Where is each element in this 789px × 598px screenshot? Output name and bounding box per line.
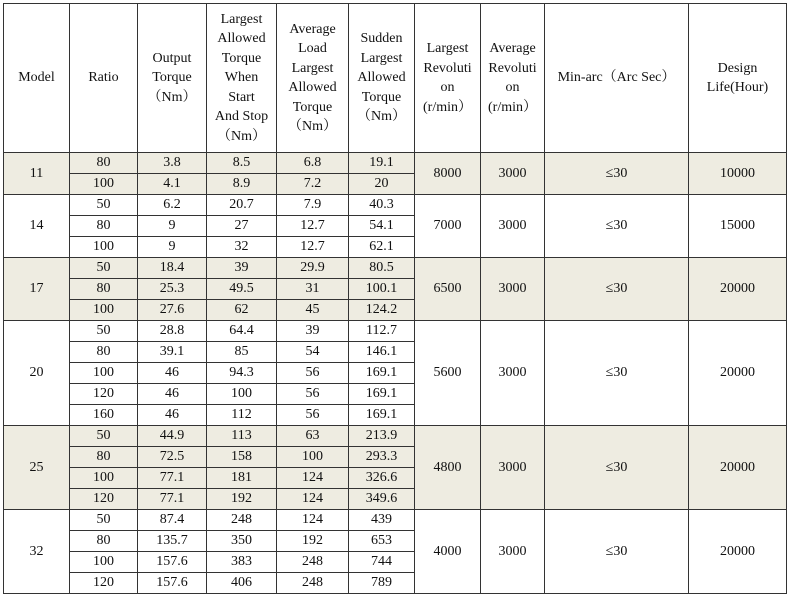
cell-output-torque: 18.4 — [138, 258, 207, 279]
cell-output-torque: 39.1 — [138, 342, 207, 363]
cell-min-arc: ≤30 — [545, 153, 689, 195]
cell-ratio: 80 — [70, 447, 138, 468]
cell-average-load-torque: 248 — [277, 573, 349, 594]
cell-sudden-torque: 169.1 — [349, 384, 415, 405]
table-header — [4, 4, 787, 153]
cell-output-torque: 28.8 — [138, 321, 207, 342]
header-output-torque: Output Torque （Nm） — [138, 4, 207, 153]
header-sudden-torque: Sudden Largest Allowed Torque （Nm） — [349, 4, 415, 153]
table-row — [4, 258, 787, 279]
cell-average-load-torque: 192 — [277, 531, 349, 552]
cell-start-stop-torque: 350 — [207, 531, 277, 552]
cell-start-stop-torque: 100 — [207, 384, 277, 405]
cell-model: 32 — [4, 510, 70, 594]
cell-min-arc: ≤30 — [545, 426, 689, 510]
cell-output-torque: 77.1 — [138, 468, 207, 489]
cell-ratio: 50 — [70, 426, 138, 447]
cell-sudden-torque: 789 — [349, 573, 415, 594]
cell-largest-revolution: 6500 — [415, 258, 481, 321]
cell-ratio: 100 — [70, 468, 138, 489]
cell-average-load-torque: 39 — [277, 321, 349, 342]
header-min-arc: Min-arc（Arc Sec） — [545, 4, 689, 153]
cell-sudden-torque: 54.1 — [349, 216, 415, 237]
cell-output-torque: 25.3 — [138, 279, 207, 300]
cell-average-load-torque: 29.9 — [277, 258, 349, 279]
header-average-load-torque: Average Load Largest Allowed Torque （Nm） — [277, 4, 349, 153]
cell-ratio: 80 — [70, 531, 138, 552]
cell-sudden-torque: 293.3 — [349, 447, 415, 468]
cell-ratio: 100 — [70, 300, 138, 321]
cell-average-load-torque: 124 — [277, 510, 349, 531]
cell-average-load-torque: 6.8 — [277, 153, 349, 174]
cell-sudden-torque: 439 — [349, 510, 415, 531]
cell-sudden-torque: 146.1 — [349, 342, 415, 363]
cell-sudden-torque: 40.3 — [349, 195, 415, 216]
cell-average-load-torque: 45 — [277, 300, 349, 321]
cell-sudden-torque: 20 — [349, 174, 415, 195]
cell-average-load-torque: 248 — [277, 552, 349, 573]
cell-ratio: 50 — [70, 321, 138, 342]
cell-design-life: 10000 — [689, 153, 787, 195]
cell-sudden-torque: 169.1 — [349, 363, 415, 384]
cell-output-torque: 44.9 — [138, 426, 207, 447]
cell-design-life: 20000 — [689, 510, 787, 594]
cell-largest-revolution: 8000 — [415, 153, 481, 195]
cell-largest-revolution: 7000 — [415, 195, 481, 258]
cell-start-stop-torque: 112 — [207, 405, 277, 426]
table-row — [4, 195, 787, 216]
cell-ratio: 80 — [70, 279, 138, 300]
cell-output-torque: 46 — [138, 384, 207, 405]
cell-model: 11 — [4, 153, 70, 195]
cell-sudden-torque: 62.1 — [349, 237, 415, 258]
cell-start-stop-torque: 27 — [207, 216, 277, 237]
cell-output-torque: 87.4 — [138, 510, 207, 531]
cell-sudden-torque: 349.6 — [349, 489, 415, 510]
cell-sudden-torque: 213.9 — [349, 426, 415, 447]
cell-design-life: 15000 — [689, 195, 787, 258]
cell-ratio: 100 — [70, 237, 138, 258]
cell-average-revolution: 3000 — [481, 510, 545, 594]
cell-output-torque: 46 — [138, 363, 207, 384]
cell-ratio: 120 — [70, 384, 138, 405]
cell-average-revolution: 3000 — [481, 258, 545, 321]
cell-sudden-torque: 100.1 — [349, 279, 415, 300]
header-model: Model — [4, 4, 70, 153]
cell-ratio: 160 — [70, 405, 138, 426]
spec-table — [3, 3, 787, 594]
cell-average-load-torque: 56 — [277, 384, 349, 405]
header-largest-revolution: Largest Revoluti on (r/min） — [415, 4, 481, 153]
cell-sudden-torque: 112.7 — [349, 321, 415, 342]
cell-start-stop-torque: 20.7 — [207, 195, 277, 216]
cell-average-load-torque: 7.9 — [277, 195, 349, 216]
cell-output-torque: 157.6 — [138, 573, 207, 594]
cell-ratio: 50 — [70, 195, 138, 216]
header-design-life: Design Life(Hour) — [689, 4, 787, 153]
cell-sudden-torque: 124.2 — [349, 300, 415, 321]
cell-output-torque: 77.1 — [138, 489, 207, 510]
cell-largest-revolution: 4000 — [415, 510, 481, 594]
cell-average-revolution: 3000 — [481, 153, 545, 195]
cell-average-revolution: 3000 — [481, 195, 545, 258]
table-row — [4, 321, 787, 342]
cell-start-stop-torque: 85 — [207, 342, 277, 363]
cell-average-load-torque: 54 — [277, 342, 349, 363]
cell-start-stop-torque: 39 — [207, 258, 277, 279]
cell-average-load-torque: 63 — [277, 426, 349, 447]
cell-start-stop-torque: 248 — [207, 510, 277, 531]
cell-average-load-torque: 56 — [277, 405, 349, 426]
cell-average-revolution: 3000 — [481, 426, 545, 510]
cell-start-stop-torque: 94.3 — [207, 363, 277, 384]
cell-ratio: 100 — [70, 174, 138, 195]
cell-design-life: 20000 — [689, 258, 787, 321]
cell-sudden-torque: 169.1 — [349, 405, 415, 426]
cell-ratio: 80 — [70, 342, 138, 363]
cell-average-load-torque: 100 — [277, 447, 349, 468]
cell-sudden-torque: 80.5 — [349, 258, 415, 279]
cell-ratio: 50 — [70, 510, 138, 531]
cell-output-torque: 27.6 — [138, 300, 207, 321]
cell-start-stop-torque: 32 — [207, 237, 277, 258]
cell-ratio: 100 — [70, 552, 138, 573]
cell-start-stop-torque: 64.4 — [207, 321, 277, 342]
cell-largest-revolution: 5600 — [415, 321, 481, 426]
cell-sudden-torque: 19.1 — [349, 153, 415, 174]
cell-output-torque: 4.1 — [138, 174, 207, 195]
cell-start-stop-torque: 49.5 — [207, 279, 277, 300]
cell-average-load-torque: 56 — [277, 363, 349, 384]
cell-ratio: 80 — [70, 216, 138, 237]
cell-ratio: 120 — [70, 489, 138, 510]
table-row — [4, 510, 787, 531]
cell-ratio: 80 — [70, 153, 138, 174]
table-row — [4, 426, 787, 447]
table-body — [4, 153, 787, 594]
cell-min-arc: ≤30 — [545, 510, 689, 594]
cell-largest-revolution: 4800 — [415, 426, 481, 510]
cell-average-load-torque: 12.7 — [277, 237, 349, 258]
cell-output-torque: 46 — [138, 405, 207, 426]
cell-start-stop-torque: 192 — [207, 489, 277, 510]
cell-start-stop-torque: 8.5 — [207, 153, 277, 174]
cell-model: 17 — [4, 258, 70, 321]
cell-average-load-torque: 124 — [277, 468, 349, 489]
cell-average-load-torque: 12.7 — [277, 216, 349, 237]
cell-sudden-torque: 653 — [349, 531, 415, 552]
cell-start-stop-torque: 181 — [207, 468, 277, 489]
cell-ratio: 120 — [70, 573, 138, 594]
cell-average-load-torque: 31 — [277, 279, 349, 300]
cell-start-stop-torque: 406 — [207, 573, 277, 594]
cell-average-load-torque: 7.2 — [277, 174, 349, 195]
cell-output-torque: 9 — [138, 216, 207, 237]
cell-average-revolution: 3000 — [481, 321, 545, 426]
cell-output-torque: 135.7 — [138, 531, 207, 552]
cell-output-torque: 6.2 — [138, 195, 207, 216]
cell-start-stop-torque: 8.9 — [207, 174, 277, 195]
cell-start-stop-torque: 113 — [207, 426, 277, 447]
cell-min-arc: ≤30 — [545, 321, 689, 426]
cell-start-stop-torque: 62 — [207, 300, 277, 321]
cell-ratio: 50 — [70, 258, 138, 279]
cell-design-life: 20000 — [689, 321, 787, 426]
cell-min-arc: ≤30 — [545, 258, 689, 321]
cell-sudden-torque: 744 — [349, 552, 415, 573]
cell-ratio: 100 — [70, 363, 138, 384]
cell-design-life: 20000 — [689, 426, 787, 510]
cell-start-stop-torque: 158 — [207, 447, 277, 468]
cell-model: 25 — [4, 426, 70, 510]
cell-output-torque: 3.8 — [138, 153, 207, 174]
cell-output-torque: 9 — [138, 237, 207, 258]
cell-sudden-torque: 326.6 — [349, 468, 415, 489]
cell-average-load-torque: 124 — [277, 489, 349, 510]
table-row — [4, 153, 787, 174]
cell-start-stop-torque: 383 — [207, 552, 277, 573]
cell-output-torque: 157.6 — [138, 552, 207, 573]
header-start-stop-torque: Largest Allowed Torque When Start And Stop （Nm） — [207, 4, 277, 153]
header-average-revolution: Average Revoluti on (r/min） — [481, 4, 545, 153]
cell-output-torque: 72.5 — [138, 447, 207, 468]
header-ratio: Ratio — [70, 4, 138, 153]
cell-min-arc: ≤30 — [545, 195, 689, 258]
cell-model: 14 — [4, 195, 70, 258]
cell-model: 20 — [4, 321, 70, 426]
